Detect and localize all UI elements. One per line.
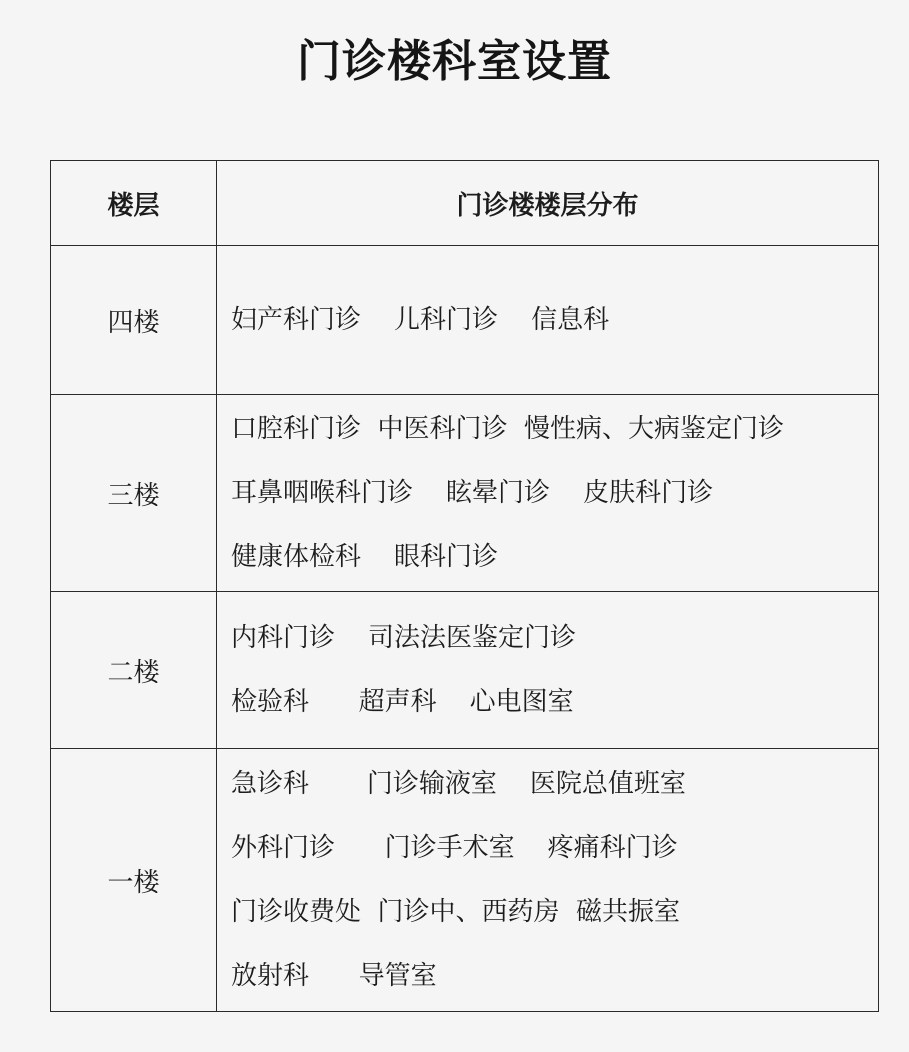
table-row — [51, 592, 879, 749]
department-line: 口腔科门诊 中医科门诊 慢性病、大病鉴定门诊 — [231, 414, 785, 444]
floor-label: 四楼 — [51, 246, 217, 395]
department-line: 检验科 超声科 心电图室 — [231, 687, 574, 717]
floor-column-header: 楼层 — [51, 161, 217, 246]
table-header-row — [51, 161, 879, 246]
floor-distribution-table — [50, 160, 879, 1012]
department-line: 急诊科 门诊输液室 医院总值班室 — [231, 769, 686, 799]
department-line: 外科门诊 门诊手术室 疼痛科门诊 — [231, 833, 678, 863]
department-line: 健康体检科 眼科门诊 — [231, 542, 499, 572]
floor-label: 二楼 — [51, 592, 217, 749]
department-line: 妇产科门诊 儿科门诊 信息科 — [231, 305, 610, 335]
floor-label: 一楼 — [51, 749, 217, 1012]
department-list — [217, 395, 879, 592]
department-line: 耳鼻咽喉科门诊 眩晕门诊 皮肤科门诊 — [231, 478, 714, 508]
page-title: 门诊楼科室设置 — [297, 36, 612, 87]
department-line: 门诊收费处 门诊中、西药房 磁共振室 — [231, 897, 681, 927]
department-list — [217, 592, 879, 749]
department-list — [217, 749, 879, 1012]
table-row — [51, 246, 879, 395]
floor-label: 三楼 — [51, 395, 217, 592]
distribution-column-header: 门诊楼楼层分布 — [217, 161, 879, 246]
department-line: 内科门诊 司法法医鉴定门诊 — [231, 623, 577, 653]
table-row — [51, 395, 879, 592]
department-line: 放射科 导管室 — [231, 961, 437, 991]
department-list — [217, 246, 879, 395]
table-row — [51, 749, 879, 1012]
